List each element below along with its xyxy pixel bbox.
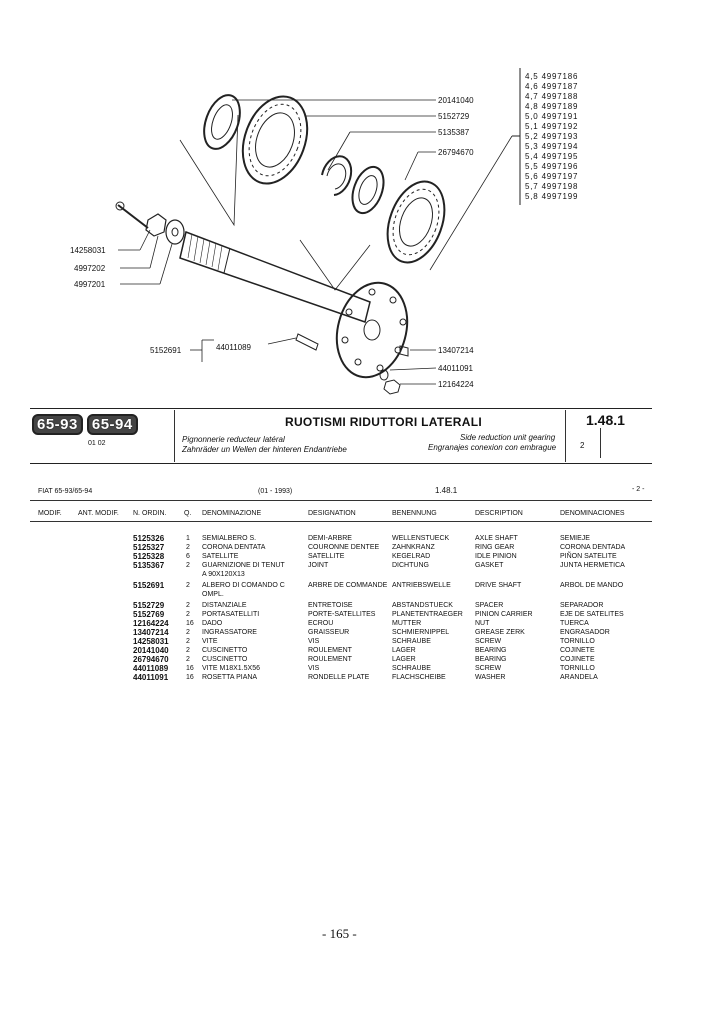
header-divider — [174, 410, 175, 462]
size-table-row: 4,5 4997186 — [525, 72, 579, 81]
table-row — [0, 646, 710, 655]
desc-fr: ROULEMENT — [308, 656, 352, 663]
desc-fr: ARBRE DE COMMANDE — [308, 582, 388, 589]
section-code: 1.48.1 — [586, 412, 625, 428]
size-table-row: 5,0 4997191 — [525, 112, 579, 121]
desc-en: SPACER — [475, 602, 504, 609]
desc-it: VITE M18X1.5X56 — [202, 665, 260, 672]
col-denominazione: DENOMINAZIONE — [202, 510, 262, 517]
desc-fr: COURONNE DENTEE — [308, 544, 380, 551]
desc-it: DADO — [202, 620, 223, 627]
desc-de: ANTRIEBSWELLE — [392, 582, 451, 589]
col-modif: MODIF. — [38, 510, 62, 517]
callout-4997201: 4997201 — [74, 280, 106, 289]
desc-es: ARANDELA — [560, 674, 598, 681]
part-number: 12164224 — [133, 619, 169, 628]
callout-13407214: 13407214 — [438, 346, 474, 355]
desc-fr: ENTRETOISE — [308, 602, 353, 609]
desc-it: VITE — [202, 638, 218, 645]
table-row — [0, 581, 710, 590]
callout-5152729: 5152729 — [438, 112, 470, 121]
model-badge: 65-93 — [32, 414, 83, 435]
desc-de: ABSTANDSTUECK — [392, 602, 453, 609]
table-rule — [30, 521, 652, 522]
col-denominaciones: DENOMINACIONES — [560, 510, 625, 517]
desc-fr: ROULEMENT — [308, 647, 352, 654]
desc-en: DRIVE SHAFT — [475, 582, 522, 589]
page-number: - 165 - — [322, 926, 357, 941]
table-row — [0, 619, 710, 628]
part-number: 5152769 — [133, 610, 165, 619]
header-divider — [600, 428, 601, 458]
col-n-ordin: N. ORDIN. — [133, 510, 167, 517]
desc-fr: SATELLITE — [308, 553, 345, 560]
desc-en: GASKET — [475, 562, 504, 569]
part-number: 13407214 — [133, 628, 169, 637]
part-number: 5135367 — [133, 561, 165, 570]
desc-de: ZAHNKRANZ — [392, 544, 435, 551]
meta-code: 1.48.1 — [435, 486, 458, 495]
table-row — [0, 543, 710, 552]
size-table-row: 4,8 4997189 — [525, 102, 579, 111]
callout-12164224: 12164224 — [438, 380, 474, 389]
size-table-row: 5,1 4997192 — [525, 122, 579, 131]
quantity: 2 — [186, 656, 190, 663]
meta-page: - 2 - — [632, 486, 645, 493]
desc-de: SCHRAUBE — [392, 638, 431, 645]
col-designation: DESIGNATION — [308, 510, 356, 517]
table-rule — [30, 500, 652, 501]
desc-fr: JOINT — [308, 562, 329, 569]
size-table-row: 5,8 4997199 — [525, 192, 579, 201]
size-table-row: 5,6 4997197 — [525, 172, 579, 181]
part-number: 5125328 — [133, 552, 165, 561]
callout-26794670: 26794670 — [438, 148, 474, 157]
desc-it: SEMIALBERO S. — [202, 535, 257, 542]
desc-de: LAGER — [392, 647, 416, 654]
part-number: 26794670 — [133, 655, 169, 664]
desc-it: GUARNIZIONE DI TENUT — [202, 562, 285, 569]
desc-fr: VIS — [308, 638, 320, 645]
desc-es: JUNTA HERMETICA — [560, 562, 625, 569]
size-table-row: 5,5 4997196 — [525, 162, 579, 171]
desc-en: AXLE SHAFT — [475, 535, 518, 542]
quantity: 2 — [186, 544, 190, 551]
section-title: RUOTISMI RIDUTTORI LATERALI — [285, 415, 482, 429]
desc-de: SCHMIERNIPPEL — [392, 629, 450, 636]
quantity: 2 — [186, 602, 190, 609]
table-row-continuation — [0, 570, 710, 579]
desc-de: PLANETENTRAEGER — [392, 611, 463, 618]
model-reference: FIAT 65-93/65-94 — [38, 488, 93, 495]
callout-44011089: 44011089 — [216, 343, 251, 352]
desc-it: ALBERO DI COMANDO C — [202, 582, 285, 589]
header-date: 01 02 — [88, 440, 106, 447]
part-number: 20141040 — [133, 646, 169, 655]
desc-en: SCREW — [475, 665, 502, 672]
desc-de: WELLENSTUECK — [392, 535, 450, 542]
desc-es: PIÑON SATELITE — [560, 553, 617, 560]
callout-5152691: 5152691 — [150, 346, 182, 355]
desc-es: SEMIEJE — [560, 535, 590, 542]
size-table-row: 4,7 4997188 — [525, 92, 579, 101]
callout-20141040: 20141040 — [438, 96, 474, 105]
subtitle-en: Side reduction unit gearing — [460, 433, 556, 442]
desc-it: OMPL. — [202, 591, 224, 598]
desc-fr: ECROU — [308, 620, 334, 627]
size-table-row: 5,2 4997193 — [525, 132, 579, 141]
table-row-continuation — [0, 590, 710, 599]
table-row — [0, 534, 710, 543]
table-row — [0, 655, 710, 664]
desc-es: COJINETE — [560, 656, 595, 663]
quantity: 2 — [186, 562, 190, 569]
desc-es: COJINETE — [560, 647, 595, 654]
section-page-part: 2 — [580, 441, 585, 450]
callout-5135387: 5135387 — [438, 128, 470, 137]
table-row — [0, 673, 710, 682]
desc-es: CORONA DENTADA — [560, 544, 626, 551]
desc-it: CUSCINETTO — [202, 656, 248, 663]
table-row — [0, 664, 710, 673]
desc-en: PINION CARRIER — [475, 611, 533, 618]
quantity: 16 — [186, 620, 194, 627]
col-benennung: BENENNUNG — [392, 510, 437, 517]
header-divider — [565, 410, 566, 462]
desc-en: RING GEAR — [475, 544, 515, 551]
desc-it: SATELLITE — [202, 553, 239, 560]
subtitle-es: Engranajes conexion con embrague — [428, 443, 557, 452]
desc-fr: VIS — [308, 665, 320, 672]
part-number: 5152729 — [133, 601, 165, 610]
desc-fr: RONDELLE PLATE — [308, 674, 370, 681]
quantity: 2 — [186, 638, 190, 645]
col-q: Q. — [184, 510, 192, 517]
quantity: 6 — [186, 553, 190, 560]
desc-it: INGRASSATORE — [202, 629, 257, 636]
desc-de: FLACHSCHEIBE — [392, 674, 446, 681]
model-badge: 65-94 — [87, 414, 138, 435]
callout-14258031: 14258031 — [70, 246, 106, 255]
quantity: 2 — [186, 629, 190, 636]
quantity: 2 — [186, 611, 190, 618]
desc-fr: PORTE-SATELLITES — [308, 611, 376, 618]
part-number: 5125327 — [133, 543, 165, 552]
desc-en: GREASE ZERK — [475, 629, 525, 636]
exploded-parts-diagram — [0, 0, 710, 400]
desc-es: EJE DE SATELITES — [560, 611, 624, 618]
desc-en: BEARING — [475, 647, 507, 654]
desc-es: ENGRASADOR — [560, 629, 610, 636]
edition-date: (01 - 1993) — [258, 488, 293, 495]
desc-it: A 90X120X13 — [202, 571, 245, 578]
size-table-row: 5,7 4997198 — [525, 182, 579, 191]
desc-es: ARBOL DE MANDO — [560, 582, 624, 589]
desc-en: SCREW — [475, 638, 502, 645]
part-number: 44011091 — [133, 673, 169, 682]
model-badges — [32, 414, 160, 438]
desc-es: TORNILLO — [560, 665, 595, 672]
desc-en: NUT — [475, 620, 490, 627]
table-row — [0, 610, 710, 619]
table-row — [0, 637, 710, 646]
quantity: 2 — [186, 647, 190, 654]
desc-en: IDLE PINION — [475, 553, 517, 560]
part-number: 5152691 — [133, 581, 165, 590]
desc-en: BEARING — [475, 656, 507, 663]
part-number: 44011089 — [133, 664, 169, 673]
desc-de: KEGELRAD — [392, 553, 431, 560]
quantity: 1 — [186, 535, 190, 542]
desc-es: TORNILLO — [560, 638, 595, 645]
part-number: 5125326 — [133, 534, 165, 543]
quantity: 16 — [186, 674, 194, 681]
size-table-row: 4,6 4997187 — [525, 82, 579, 91]
subtitle-de: Zahnräder un Wellen der hinteren Endantriebe — [182, 445, 347, 454]
size-table-row: 5,3 4997194 — [525, 142, 579, 151]
desc-it: DISTANZIALE — [202, 602, 247, 609]
table-row — [0, 601, 710, 610]
quantity: 16 — [186, 665, 194, 672]
desc-es: TUERCA — [560, 620, 589, 627]
desc-en: WASHER — [475, 674, 506, 681]
callout-4997202: 4997202 — [74, 264, 106, 273]
col-ant-modif: ANT. MODIF. — [78, 510, 119, 517]
quantity: 2 — [186, 582, 190, 589]
desc-it: PORTASATELLITI — [202, 611, 260, 618]
desc-it: ROSETTA PIANA — [202, 674, 258, 681]
desc-de: DICHTUNG — [392, 562, 429, 569]
part-number: 14258031 — [133, 637, 169, 646]
desc-de: SCHRAUBE — [392, 665, 431, 672]
callout-44011091: 44011091 — [438, 364, 473, 373]
desc-it: CUSCINETTO — [202, 647, 248, 654]
desc-fr: GRAISSEUR — [308, 629, 350, 636]
desc-de: LAGER — [392, 656, 416, 663]
table-row — [0, 628, 710, 637]
desc-it: CORONA DENTATA — [202, 544, 266, 551]
desc-es: SEPARADOR — [560, 602, 604, 609]
col-description: DESCRIPTION — [475, 510, 523, 517]
table-row — [0, 561, 710, 570]
desc-de: MUTTER — [392, 620, 422, 627]
desc-fr: DEMI-ARBRE — [308, 535, 352, 542]
table-row — [0, 552, 710, 561]
subtitle-fr: Pignonnerie reducteur latéral — [182, 435, 285, 444]
size-table-row: 5,4 4997195 — [525, 152, 579, 161]
